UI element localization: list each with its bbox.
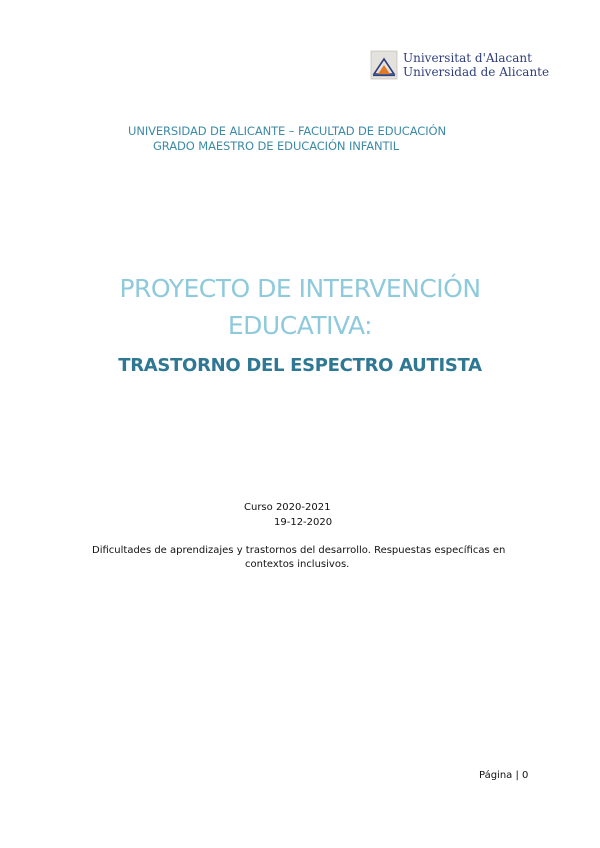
subject-description-line-1: Dificultades de aprendizajes y trastornos del desarrollo. Respuestas específicas en	[92, 545, 506, 556]
logo-text-spanish: Universidad de Alicante	[403, 65, 550, 79]
university-emblem-icon	[370, 50, 398, 80]
subject-description-line-2: contextos inclusivos.	[245, 559, 350, 570]
course-year: Curso 2020-2021	[244, 502, 331, 513]
page-number: Página | 0	[479, 770, 529, 781]
header-university-faculty: UNIVERSIDAD DE ALICANTE – FACULTAD DE EDUCACIÓN	[128, 124, 446, 138]
university-logo	[370, 48, 550, 82]
header-degree: GRADO MAESTRO DE EDUCACIÓN INFANTIL	[153, 139, 400, 153]
logo-text-valencian: Universitat d'Alacant	[403, 51, 532, 65]
document-title-line-2: EDUCATIVA:	[227, 311, 373, 340]
document-title-line-1: PROYECTO DE INTERVENCIÓN	[119, 274, 481, 303]
document-subtitle: TRASTORNO DEL ESPECTRO AUTISTA	[118, 355, 482, 376]
document-date: 19-12-2020	[274, 517, 333, 528]
